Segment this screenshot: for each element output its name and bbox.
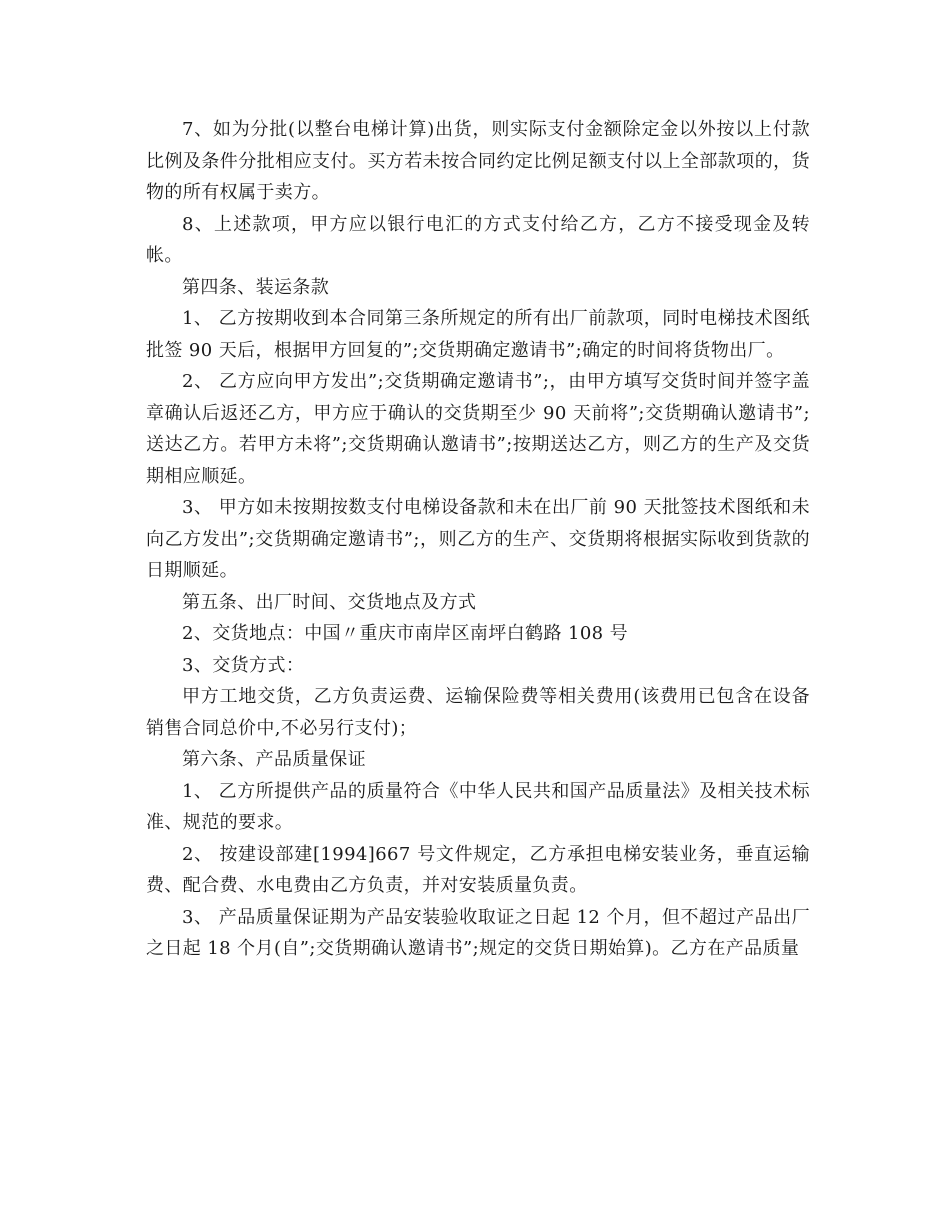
paragraph-7-partial-shipment: 7、如为分批(以整台电梯计算)出货，则实际支付金额除定金以外按以上付款比例及条件分批相应支付。买方若未按合同约定比例足额支付以上全部款项的，货物的所有权属于卖方。 bbox=[146, 119, 810, 203]
paragraph-5-2-delivery-location: 2、交货地点：中国〃重庆市南岸区南坪白鹤路 108 号 bbox=[182, 623, 629, 644]
paragraph-5-3-delivery-method: 3、交货方式： bbox=[182, 654, 305, 676]
paragraph-5-3-details: 甲方工地交货，乙方负责运费、运输保险费等相关费用(该费用已包含在设备销售合同总价中,不必另行支付)； bbox=[146, 686, 810, 739]
paragraph-8-payment-method: 8、上述款项，甲方应以银行电汇的方式支付给乙方，乙方不接受现金及转帐。 bbox=[146, 213, 810, 266]
paragraph-4-2: 2、 乙方应向甲方发出”;交货期确定邀请书”;，由甲方填写交货时间并签字盖章确认后返还乙方，甲方应于确认的交货期至少 90 天前将”;交货期确认邀请书”;送达乙方。若甲方未将”;交货期确认邀请书”;按期送达乙方，则乙方的生产及交货期相应顺延。 bbox=[146, 371, 810, 487]
paragraph-6-2: 2、 按建设部建[1994]667 号文件规定，乙方承担电梯安装业务，垂直运输费、配合费、水电费由乙方负责，并对安装质量负责。 bbox=[146, 843, 810, 896]
paragraph-4-3: 3、 甲方如未按期按数支付电梯设备款和未在出厂前 90 天批签技术图纸和未向乙方发出”;交货期确定邀请书”;，则乙方的生产、交货期将根据实际收到货款的日期顺延。 bbox=[146, 497, 810, 581]
paragraph-6-1: 1、 乙方所提供产品的质量符合《中华人民共和国产品质量法》及相关技术标准、规范的要求。 bbox=[146, 780, 810, 833]
section-heading-article-5: 第五条、出厂时间、交货地点及方式 bbox=[182, 591, 477, 613]
paragraph-6-3: 3、 产品质量保证期为产品安装验收取证之日起 12 个月，但不超过产品出厂之日起 18 个月(自”;交货期确认邀请书”;规定的交货日期始算)。乙方在产品质量 bbox=[146, 906, 810, 959]
section-heading-article-6: 第六条、产品质量保证 bbox=[182, 749, 366, 770]
document-body bbox=[146, 114, 810, 965]
paragraph-4-1: 1、 乙方按期收到本合同第三条所规定的所有出厂前款项，同时电梯技术图纸批签 90 天后，根据甲方回复的”;交货期确定邀请书”;确定的时间将货物出厂。 bbox=[146, 308, 810, 361]
section-heading-article-4: 第四条、装运条款 bbox=[182, 276, 330, 298]
